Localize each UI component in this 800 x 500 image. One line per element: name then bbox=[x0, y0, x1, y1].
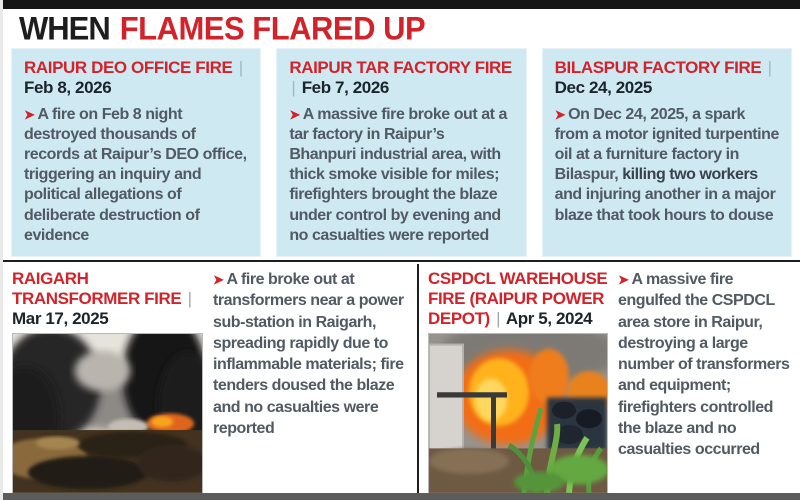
title-divider-icon: | bbox=[187, 289, 192, 309]
panel-title-text: BILASPUR FACTORY FIRE bbox=[554, 58, 762, 77]
bottom-gray-bar bbox=[3, 493, 800, 500]
bullet-arrow-icon: ➤ bbox=[554, 106, 566, 122]
title-divider-icon: | bbox=[496, 309, 501, 329]
bullet-arrow-icon: ➤ bbox=[618, 272, 629, 287]
panel-body-text: A massive fire broke out at a tar factory in Raipur’s Bhanpuri industrial area, with thick smoke visible for miles; firefighters brought the blaze under control by evening and no casualties were reported bbox=[289, 105, 507, 244]
panel-title bbox=[289, 58, 514, 99]
panel-date: Feb 8, 2026 bbox=[24, 78, 112, 98]
panel-title bbox=[555, 58, 780, 99]
panel-body bbox=[555, 105, 780, 226]
panel-title bbox=[24, 58, 249, 99]
panel-date: Dec 24, 2025 bbox=[554, 78, 652, 98]
panel-raigarh-transformer-fire bbox=[3, 262, 417, 498]
panel-title-text: RAIGARH TRANSFORMER FIRE bbox=[12, 269, 182, 309]
bullet-arrow-icon: ➤ bbox=[24, 106, 35, 122]
title-divider-icon: | bbox=[238, 58, 243, 77]
panel-title-text: RAIPUR TAR FACTORY FIRE bbox=[289, 58, 512, 77]
raigarh-transformer-fire-photo bbox=[12, 333, 203, 494]
panel-body-text: A massive fire engulfed the CSPDCL area store in Raipur, destroying a large number of transformers and equipment; firefighters controlled the blaze and no casualties occurred bbox=[618, 271, 790, 459]
masthead-title-red: FLAMES FLARED UP bbox=[119, 10, 426, 47]
panel-title-text: RAIPUR DEO OFFICE FIRE bbox=[24, 58, 233, 77]
panel-body bbox=[618, 267, 792, 494]
panel-body-text: A fire on Feb 8 night destroyed thousands of records at Raipur’s DEO office, triggering an inquiry and political allegations of deliberate destruction of evidence bbox=[24, 105, 247, 244]
panel-body-text-pre: On Dec 24, 2025, a spark from a motor ignited turpentine oil at a furniture factory in Bilaspur, bbox=[554, 105, 779, 184]
top-black-bar bbox=[3, 0, 800, 9]
panel-date: Apr 5, 2024 bbox=[505, 309, 593, 329]
masthead bbox=[3, 9, 800, 48]
panel-body bbox=[289, 105, 514, 246]
top-panels-row bbox=[3, 48, 800, 257]
panel-body bbox=[24, 105, 249, 246]
panel-raipur-tar-factory-fire bbox=[276, 48, 526, 257]
panel-body bbox=[213, 267, 409, 494]
panel-body-text-bold: killing two workers bbox=[622, 166, 758, 184]
bottom-panels-row bbox=[3, 262, 800, 498]
panel-body-text-post: and injuring another in a major blaze that took hours to douse bbox=[554, 186, 776, 224]
bullet-arrow-icon: ➤ bbox=[213, 272, 224, 287]
panel-body-text: A fire broke out at transformers near a power sub-station in Raigarh, spreading rapidly due to inflammable materials; fire tenders doused the blaze and no casualties were reported bbox=[213, 271, 404, 437]
bullet-arrow-icon: ➤ bbox=[289, 106, 300, 122]
panel-title bbox=[12, 267, 203, 329]
panel-title-text: CSPDCL WAREHOUSE FIRE (RAIPUR POWER DEPOT) bbox=[428, 269, 608, 329]
cspdcl-warehouse-fire-photo bbox=[428, 333, 608, 494]
panel-date: Mar 17, 2025 bbox=[12, 309, 109, 329]
panel-title bbox=[428, 267, 608, 329]
panel-bilaspur-factory-fire bbox=[542, 48, 792, 257]
panel-date: Feb 7, 2026 bbox=[301, 78, 389, 98]
title-divider-icon: | bbox=[291, 78, 296, 98]
panel-raipur-deo-office-fire bbox=[11, 48, 261, 257]
panel-cspdcl-warehouse-fire bbox=[419, 262, 800, 498]
title-divider-icon: | bbox=[767, 58, 772, 77]
masthead-title-black: WHEN bbox=[19, 10, 110, 47]
